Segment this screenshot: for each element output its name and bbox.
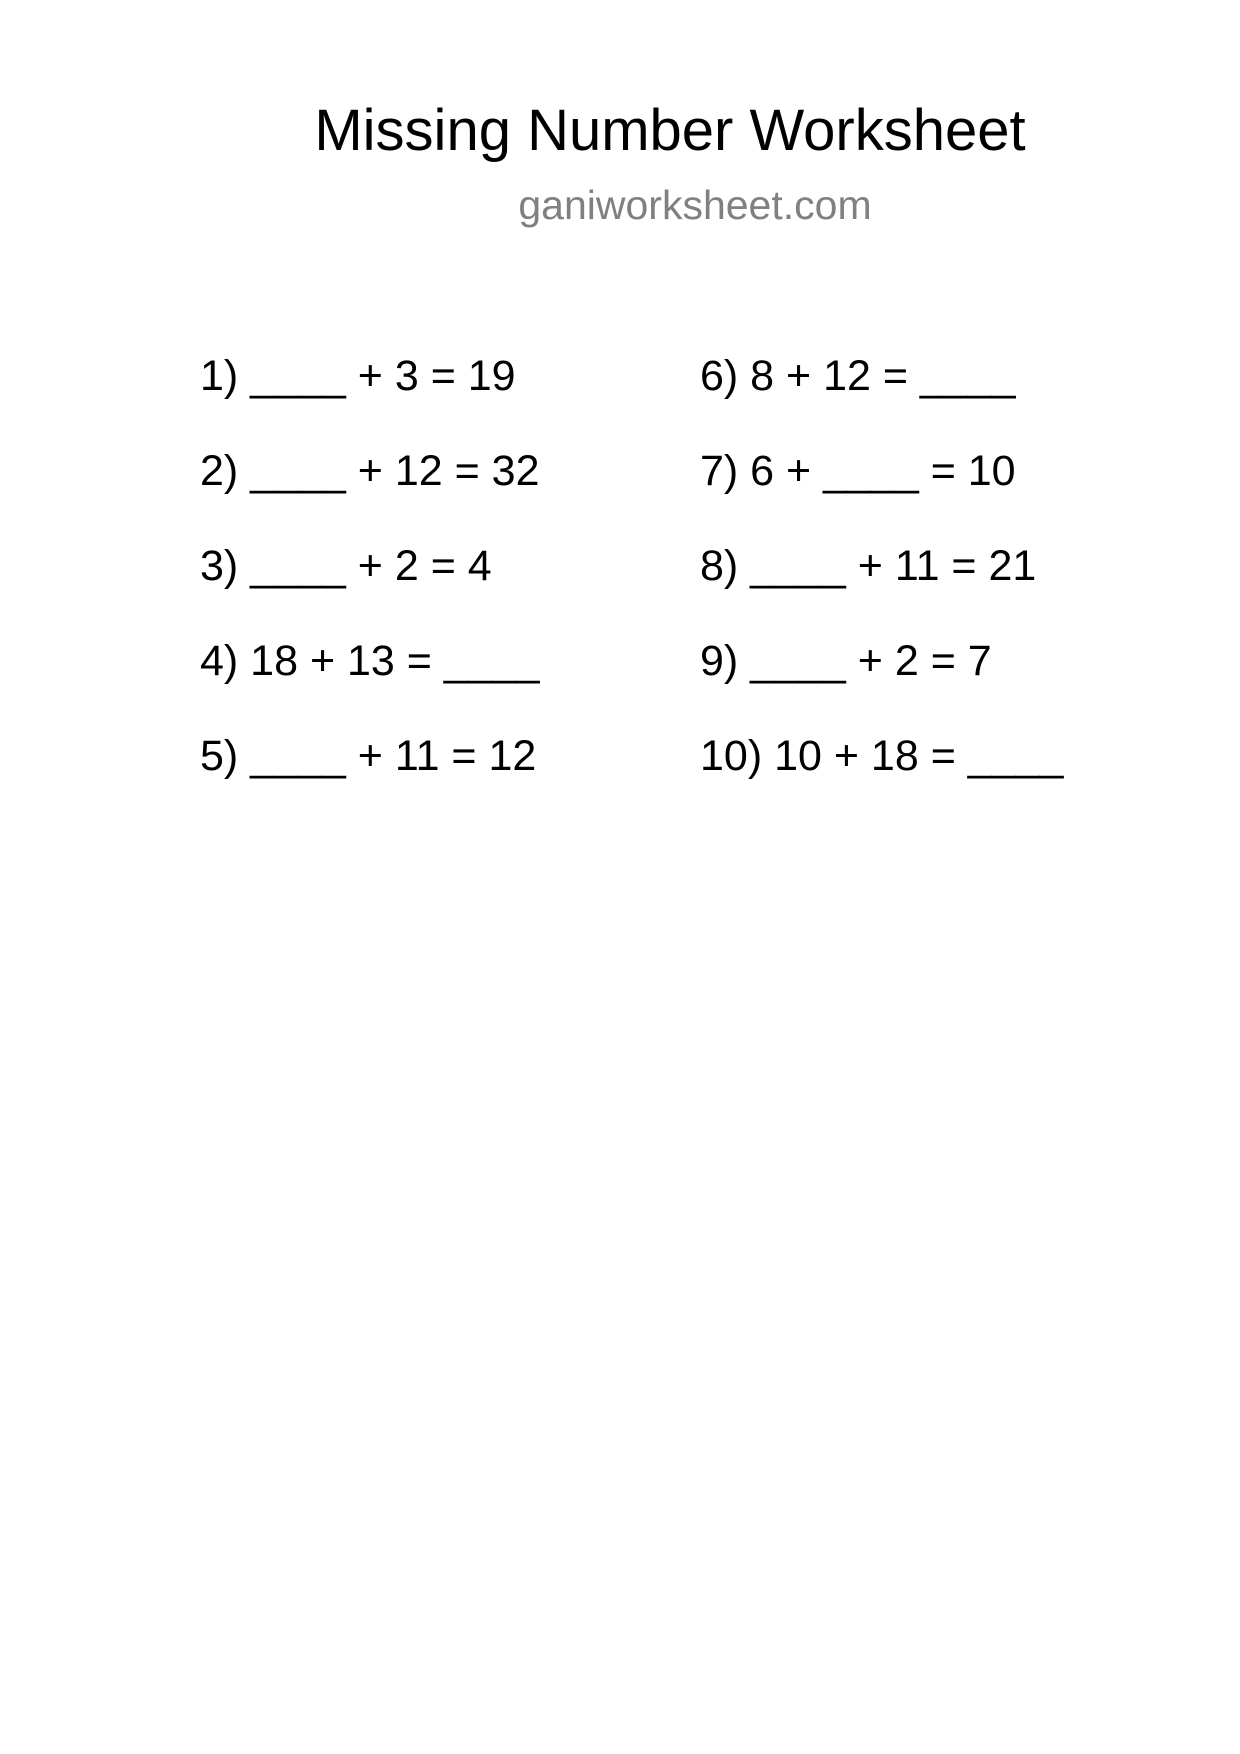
problem-9: 9) ____ + 2 = 7 xyxy=(700,637,992,685)
problem-1: 1) ____ + 3 = 19 xyxy=(200,352,516,400)
website-subtitle: ganiworksheet.com xyxy=(518,182,872,228)
worksheet-title: Missing Number Worksheet xyxy=(314,98,1026,163)
problem-6: 6) 8 + 12 = ____ xyxy=(700,352,1016,400)
problem-4: 4) 18 + 13 = ____ xyxy=(200,637,540,685)
problem-8: 8) ____ + 11 = 21 xyxy=(700,542,1037,590)
problem-2: 2) ____ + 12 = 32 xyxy=(200,447,540,495)
problem-10: 10) 10 + 18 = ____ xyxy=(700,732,1064,780)
problem-7: 7) 6 + ____ = 10 xyxy=(700,447,1016,495)
problem-5: 5) ____ + 11 = 12 xyxy=(200,732,537,780)
problem-3: 3) ____ + 2 = 4 xyxy=(200,542,492,590)
